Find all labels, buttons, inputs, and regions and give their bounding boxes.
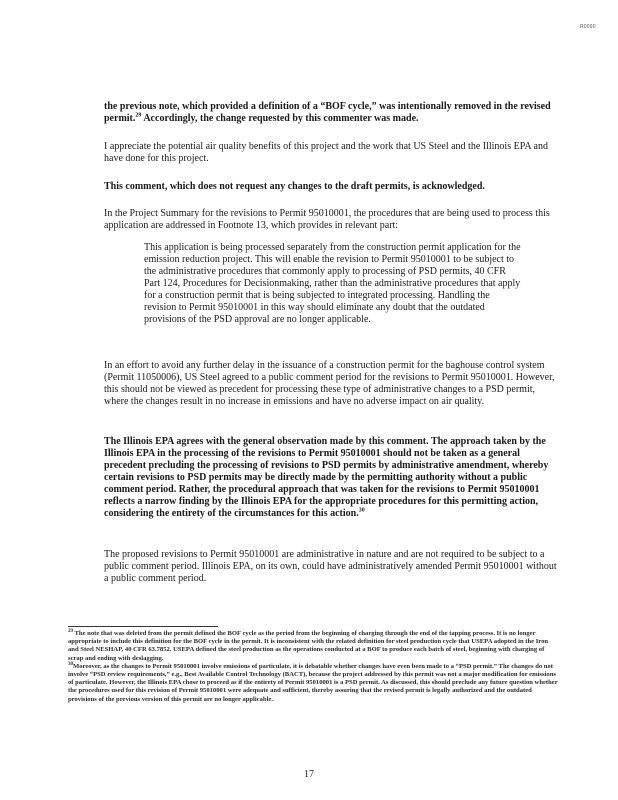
comment-air-quality: I appreciate the potential air quality benefits of this project and the work that US Steel and the Illinois EPA and have done for this project. [104,141,548,164]
paragraph-bof-cycle-text: the previous note, which provided a definition of a “BOF cycle,” was intentionally removed in the revised permit. [104,101,551,124]
comment-project-summary: In the Project Summary for the revisions to Permit 95010001, the procedures that are being used to process this application are addressed in Footnote 13, which provides in relevant part: [104,208,550,231]
footnote-30-text: Moreover, as the changes to Permit 95010001 involve emissions of particulate, it is debatable whether changes have even been made to a “PSD permit.” The changes do not involve “PSD review requirements,” e.g., Best Available Control Technology (BACT), because the project addressed by this permit was not a major modification for emissions of particulate. However, the Illinois EPA chose to proceed as if the entirety of Permit 95010001 is a PSD permit. As discussed, this should preclude any future question whether the procedures used for this revision of Permit 95010001 were adequate and sufficient, thereby assuring that the revised permit is legally authorized and the outdated provisions of the previous version of this permit are no longer applicable. [68,662,558,703]
footnote-divider [68,626,218,627]
footnote-29 [68,630,560,663]
response-illinois-epa-agrees-text: The Illinois EPA agrees with the general observation made by this comment. The approach taken by the Illinois EPA in the processing of the revisions to Permit 95010001 should not be taken as a general precedent precluding the processing of revisions to PSD permits by administrative amendment, whereby certain revisions to PSD permits may be directly made by the permitting authority without a public comment period. Rather, the procedural approach that was taken for the revisions to Permit 95010001 reflects a narrow finding by the Illinois EPA for the appropriate procedures for this permitting action, considering the entirety of the circumstances for this action. [104,436,549,519]
page-number: 17 [304,769,314,780]
footnote-ref-29: 29 [135,112,142,119]
comment-administrative-nature: The proposed revisions to Permit 95010001 are administrative in nature and are not required to be subject to a public comment period. Illinois EPA, on its own, could have administratively amended Permit 95010001 without a public comment period. [104,549,557,584]
footnote-29-text: The note that was deleted from the permit defined the BOF cycle as the period from the beginning of charging through the end of the tapping process. It is no longer appropriate to include this definition for the BOF cycle in the permit. It is inconsistent with the related definition for steel production cycle that USEPA adopted in the Iron and Steel NESHAP, 40 CFR 63.7852. USEPA defined the steel production as the operations conducted at a BOF to produce each batch of steel, beginning with charging of scrap and ending with deslagging. [68,630,549,662]
footnote-29-marker: 29 [68,628,73,634]
footnote-30-marker: 30 [68,661,73,667]
footnotes-section [68,630,560,704]
response-acknowledged: This comment, which does not request any changes to the draft permits, is acknowledged. [104,181,485,192]
bates-stamp: R0090 [580,24,596,30]
footnote-30 [68,663,560,704]
paragraph-bof-cycle-tail: Accordingly, the change requested by this commenter was made. [141,113,419,124]
block-quote-footnote-13: This application is being processed separately from the construction permit application for the emission reduction project. This will enable the revision to Permit 95010001 to be subject to the administrative procedures that commonly apply to processing of PSD permits, 40 CFR Part 124, Procedures for Decisionmaking, rather than the administrative procedures that apply for a construction permit that is being subjected to integrated processing. Handling the revision to Permit 95010001 in this way should eliminate any doubt that the outdated provisions of the PSD approval are no longer applicable. [144,242,521,325]
footnote-ref-30: 30 [358,507,365,514]
paragraph-bof-cycle [104,101,557,125]
comment-public-comment-period: In an effort to avoid any further delay in the issuance of a construction permit for the baghouse control system (Permit 11050006), US Steel agreed to a public comment period for the revisions to Permit 95010001. However, this should not be viewed as precedent for processing these type of administrative changes to a PSD permit, where the changes result in no increase in emissions and have no adverse impact on air quality. [104,360,555,407]
response-illinois-epa-agrees [104,436,557,520]
